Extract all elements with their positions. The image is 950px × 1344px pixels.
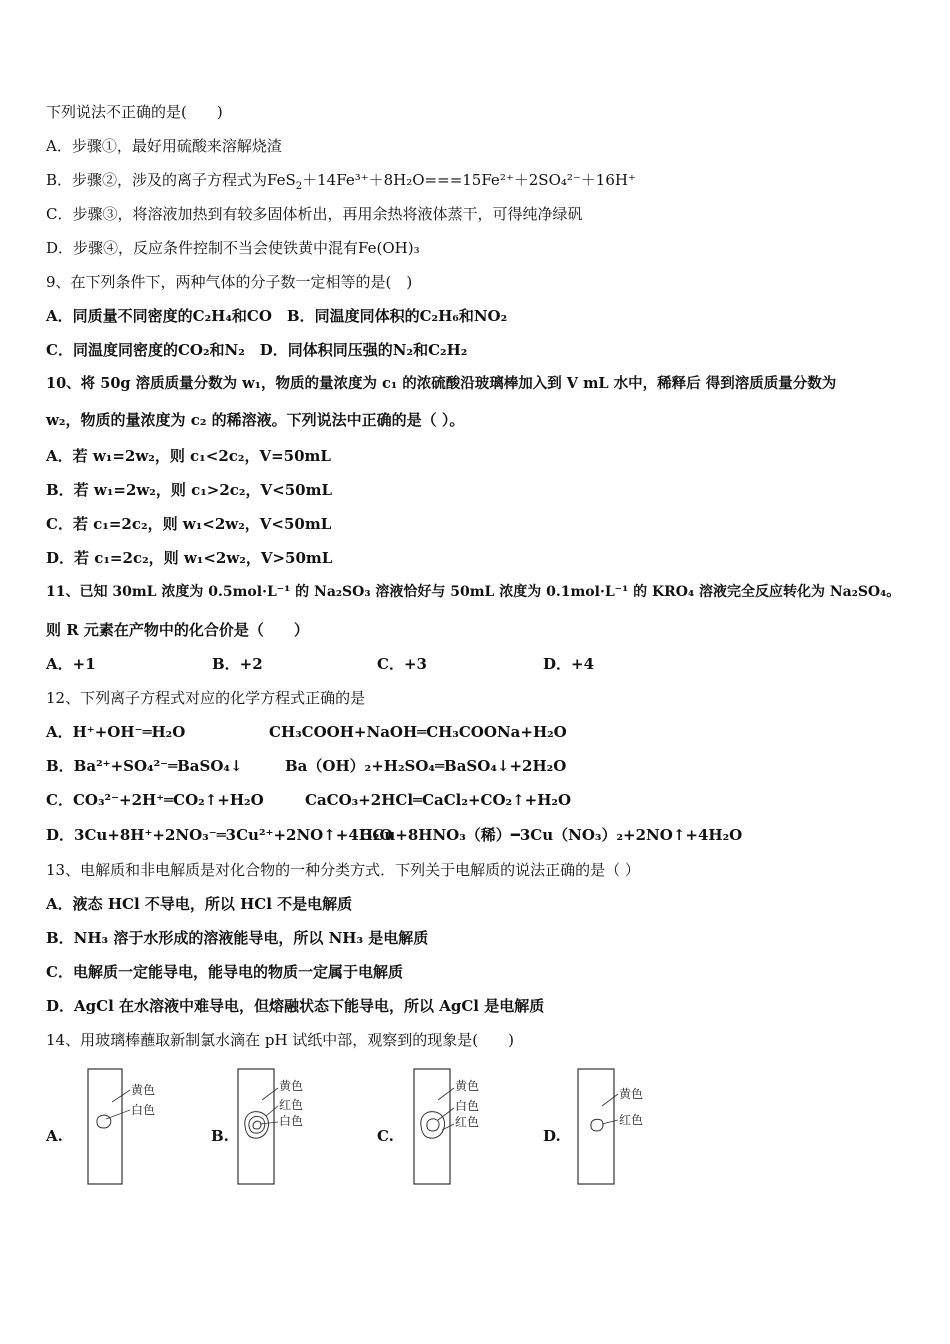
q12-option-c-ion: C．CO₃²⁻+2H⁺═CO₂↑+H₂O — [46, 791, 264, 809]
figure-label-yellow: 黄色 — [455, 1079, 480, 1093]
figure-label-yellow: 黄色 — [131, 1083, 156, 1097]
q13-option-b: B．NH₃ 溶于水形成的溶液能导电，所以 NH₃ 是电解质 — [46, 929, 429, 947]
q14-option-b-figure — [232, 1064, 317, 1189]
q11-option-b: B．+2 — [212, 655, 263, 673]
drop-spot — [97, 1115, 111, 1128]
q12-option-a-equation: CH₃COOH+NaOH═CH₃COONa+H₂O — [269, 723, 567, 741]
q8-option-d: D．步骤④，反应条件控制不当会使铁黄中混有Fe(OH)₃ — [46, 239, 420, 257]
q8-option-c: C．步骤③，将溶液加热到有较多固体析出，再用余热将液体蒸干，可得纯净绿矾 — [46, 205, 583, 223]
q14-option-c-label: C. — [377, 1127, 394, 1145]
q14-option-c-figure — [408, 1064, 493, 1189]
inner-spot — [427, 1119, 439, 1131]
q12-option-a-ion: A．H⁺+OH⁻═H₂O — [46, 723, 186, 741]
q12-option-c-equation: CaCO₃+2HCl═CaCl₂+CO₂↑+H₂O — [305, 791, 572, 809]
q8-option-a: A．步骤①，最好用硫酸来溶解烧渣 — [46, 137, 282, 155]
q12-option-d-ion: D．3Cu+8H⁺+2NO₃⁻═3Cu²⁺+2NO↑+4H₂O — [46, 826, 393, 844]
q8-option-b-prefix: B．步骤②，涉及的离子方程式为FeS — [46, 171, 296, 189]
q14-stem: 14、用玻璃棒蘸取新制氯水滴在 pH 试纸中部，观察到的现象是( ) — [46, 1031, 515, 1049]
figure-label-yellow: 黄色 — [279, 1079, 304, 1093]
q14-option-d-label: D. — [543, 1127, 561, 1145]
q12-option-d-equation: 3Cu+8HNO₃（稀）━3Cu（NO₃）₂+2NO↑+4H₂O — [362, 826, 743, 844]
q11-option-c: C．+3 — [377, 655, 427, 673]
figure-label-white: 白色 — [131, 1103, 156, 1117]
q9-options-cd: C．同温度同密度的CO₂和N₂ D．同体积同压强的N₂和C₂H₂ — [46, 341, 468, 359]
q10-option-d: D．若 c₁=2c₂，则 w₁<2w₂，V>50mL — [46, 549, 333, 567]
q9-options-ab: A．同质量不同密度的C₂H₄和CO B．同温度同体积的C₂H₆和NO₂ — [46, 307, 508, 325]
q11-option-a: A．+1 — [46, 655, 96, 673]
q13-option-a: A．液态 HCl 不导电，所以 HCl 不是电解质 — [46, 895, 353, 913]
figure-label-red: 红色 — [455, 1115, 480, 1129]
q10-stem-line2: w₂，物质的量浓度为 c₂ 的稀溶液。下列说法中正确的是（ ）。 — [46, 411, 465, 429]
outer-ring — [421, 1112, 445, 1138]
q13-option-d: D．AgCl 在水溶液中难导电，但熔融状态下能导电，所以 AgCl 是电解质 — [46, 997, 545, 1015]
q8-option-b-rest: ＋14Fe³⁺＋8H₂O===15Fe²⁺＋2SO₄²⁻＋16H⁺ — [302, 171, 636, 189]
middle-ring — [249, 1116, 265, 1133]
figure-label-white: 白色 — [455, 1099, 480, 1113]
intro-question: 下列说法不正确的是( ) — [46, 103, 223, 121]
q11-stem-line1: 11、已知 30mL 浓度为 0.5mol·L⁻¹ 的 Na₂SO₃ 溶液恰好与 50mL 浓度为 0.1mol·L⁻¹ 的 KRO₄ 溶液完全反应转化为 Na₂SO₄。 — [46, 584, 901, 600]
q11-option-d: D．+4 — [543, 655, 595, 673]
q13-stem: 13、电解质和非电解质是对化合物的一种分类方式．下列关于电解质的说法正确的是（ ） — [46, 861, 640, 879]
q11-stem-line2: 则 R 元素在产物中的化合价是（ ） — [46, 621, 309, 639]
q10-stem-line1: 10、将 50g 溶质质量分数为 w₁，物质的量浓度为 c₁ 的浓硫酸沿玻璃棒加入到 V mL 水中，稀释后 得到溶质质量分数为 — [46, 375, 837, 392]
q10-option-c: C．若 c₁=2c₂，则 w₁<2w₂，V<50mL — [46, 515, 332, 533]
q12-option-b-ion: B．Ba²⁺+SO₄²⁻═BaSO₄↓ — [46, 757, 243, 775]
ph-paper-strip — [88, 1069, 122, 1184]
figure-label-red: 红色 — [279, 1098, 304, 1112]
q14-option-d-figure — [572, 1064, 657, 1189]
q10-option-a: A．若 w₁=2w₂，则 c₁<2c₂，V=50mL — [46, 447, 331, 465]
inner-spot — [253, 1121, 261, 1129]
figure-label-yellow: 黄色 — [619, 1087, 644, 1101]
ph-paper-strip — [578, 1069, 614, 1184]
q14-option-a-figure — [82, 1064, 162, 1189]
q9-stem: 9、在下列条件下，两种气体的分子数一定相等的是( ) — [46, 273, 413, 291]
q14-option-a-label: A. — [46, 1127, 63, 1145]
figure-label-red: 红色 — [619, 1113, 644, 1127]
q13-option-c: C．电解质一定能导电，能导电的物质一定属于电解质 — [46, 963, 403, 981]
q8-option-b: B．步骤②，涉及的离子方程式为FeS$_2$＋14Fe³⁺＋8H₂O===15Fe²⁺＋2SO₄²⁻＋16H⁺ — [46, 171, 636, 192]
figure-label-white: 白色 — [279, 1114, 304, 1128]
drop-spot — [591, 1119, 603, 1131]
q10-option-b: B．若 w₁=2w₂，则 c₁>2c₂，V<50mL — [46, 481, 333, 499]
q12-option-b-equation: Ba（OH）₂+H₂SO₄═BaSO₄↓+2H₂O — [285, 757, 567, 775]
q12-stem: 12、下列离子方程式对应的化学方程式正确的是 — [46, 689, 366, 707]
q14-option-b-label: B. — [211, 1127, 229, 1145]
